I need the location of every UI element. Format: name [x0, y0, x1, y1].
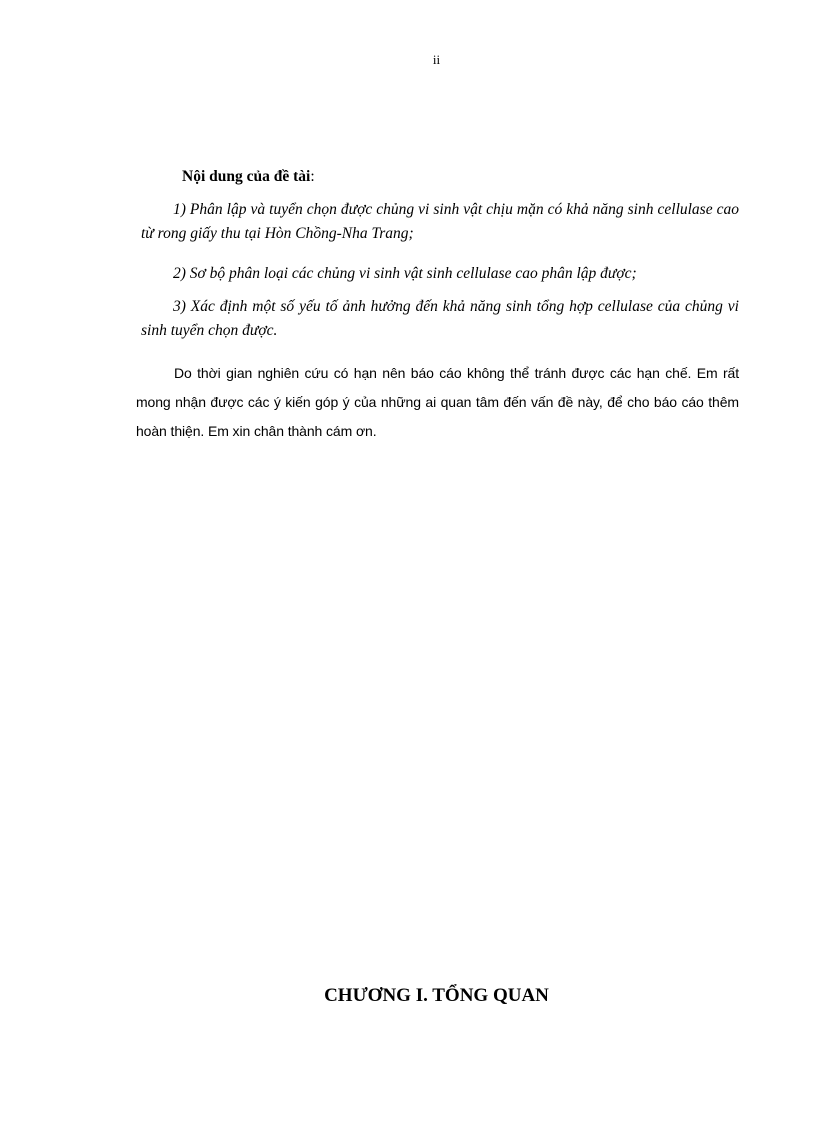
- objective-item-3: 3) Xác định một số yếu tố ảnh hưởng đến khả năng sinh tổng hợp cellulase của chủng vi sinh tuyển chọn được.: [141, 298, 739, 339]
- chapter-title: CHƯƠNG I. TỔNG QUAN: [324, 985, 549, 1006]
- closing-paragraph: Do thời gian nghiên cứu có hạn nên báo cáo không thể tránh được các hạn chế. Em rất mong nhận được các ý kiến góp ý của những ai quan tâm đến vấn đề này, để cho báo cáo thêm hoàn thiện. Em xin chân thành cám ơn.: [136, 365, 739, 439]
- objectives-heading: [182, 168, 315, 186]
- objective-item-1: 1) Phân lập và tuyển chọn được chủng vi sinh vật chịu mặn có khả năng sinh cellulase cao từ rong giấy thu tại Hòn Chồng-Nha Trang;: [141, 201, 739, 242]
- objective-item-2: 2) Sơ bộ phân loại các chủng vi sinh vật sinh cellulase cao phân lập được;: [173, 265, 637, 282]
- objectives-heading-label: Nội dung của đề tài: [182, 168, 311, 185]
- objectives-heading-colon: :: [310, 168, 315, 185]
- page-number: ii: [432, 52, 441, 67]
